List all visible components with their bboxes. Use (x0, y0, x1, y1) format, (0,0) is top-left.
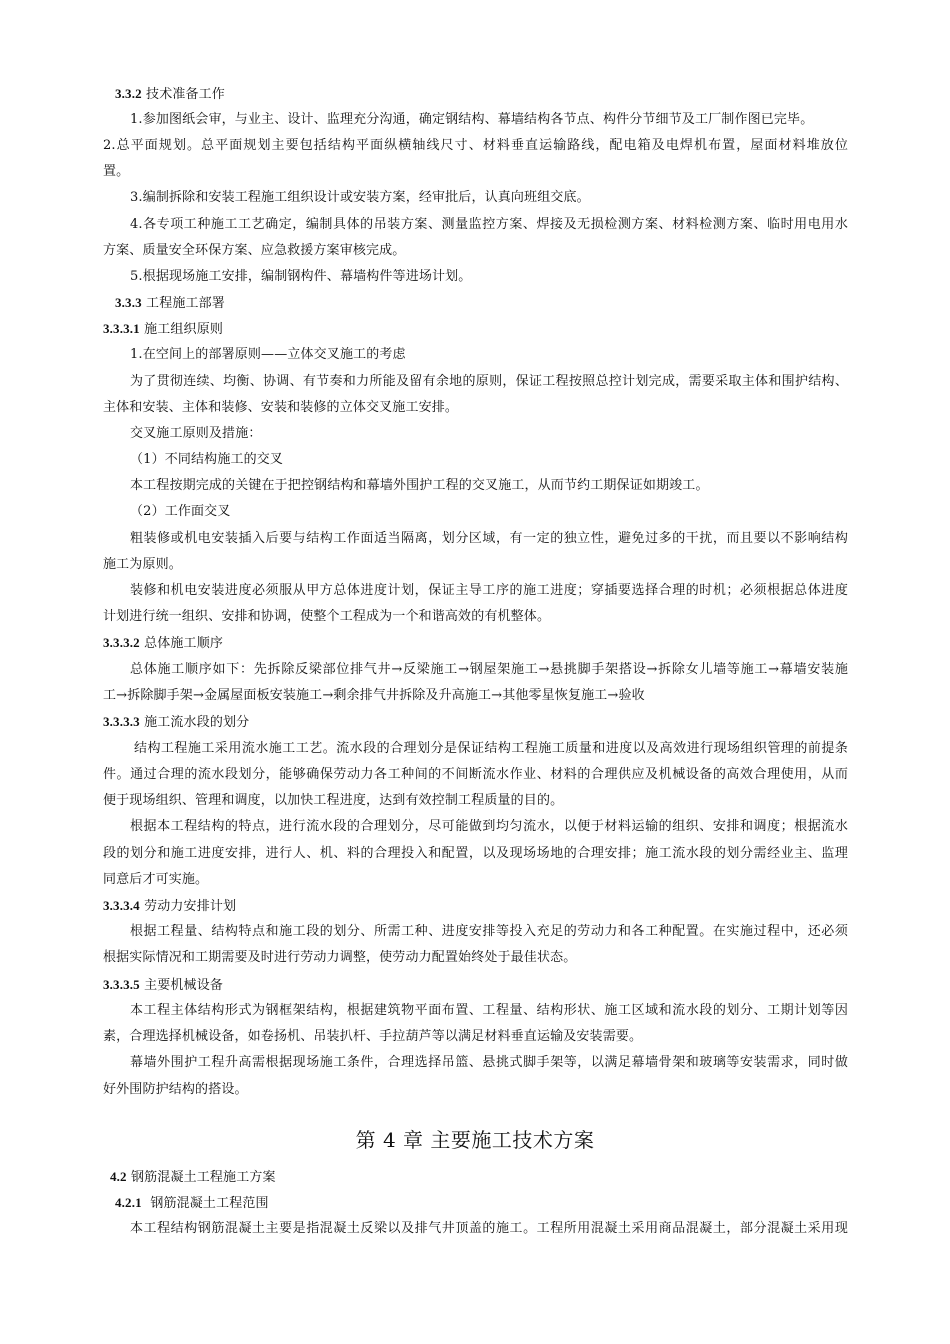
heading-3-3-3-2: 3.3.3.2 总体施工顺序 (103, 635, 224, 651)
paragraph-line: 段的划分和施工进度安排，进行人、机、料的合理投入和配置，以及现场场地的合理安排；施工流水段的划分需经业主、监理 (103, 846, 848, 861)
paragraph-line: 件。通过合理的流水段划分，能够确保劳动力各工种间的不间断流水作业、材料的合理供应及机械设备的高效合理使用，从而 (103, 767, 848, 782)
paragraph-line: 好外围防护结构的搭设。 (103, 1082, 248, 1097)
heading-3-3-3-1: 3.3.3.1 施工组织原则 (103, 321, 224, 337)
paragraph-line: 同意后才可实施。 (103, 872, 209, 887)
paragraph-line: 3.编制拆除和安装工程施工组织设计或安装方案，经审批后，认真向班组交底。 (130, 190, 590, 205)
paragraph-line: 总体施工顺序如下：先拆除反梁部位排气井→反梁施工→钢屋架施工→悬挑脚手架搭设→拆除女儿墙等施工→幕墙安装施 (130, 662, 848, 677)
paragraph-line: 计划进行统一组织、安排和协调，使整个工程成为一个和谐高效的有机整体。 (103, 609, 551, 624)
paragraph-line: 置。 (103, 164, 130, 179)
heading-3-3-3-3: 3.3.3.3 施工流水段的划分 (103, 714, 250, 730)
paragraph-line: 施工为原则。 (103, 557, 182, 572)
heading-4-2: 4.2 钢筋混凝土工程施工方案 (110, 1169, 276, 1185)
paragraph-line: 幕墙外围护工程升高需根据现场施工条件，合理选择吊篮、悬挑式脚手架等，以满足幕墙骨架和玻璃等安装需求，同时做 (130, 1055, 848, 1070)
paragraph-line: 4.各专项工种施工工艺确定，编制具体的吊装方案、测量监控方案、焊接及无损检测方案、材料检测方案、临时用电用水 (130, 217, 848, 232)
paragraph-line: 2.总平面规划。总平面规划主要包括结构平面纵横轴线尺寸、材料垂直运输路线，配电箱及电焊机布置，屋面材料堆放位 (103, 138, 848, 153)
paragraph-line: 本工程主体结构形式为钢框架结构，根据建筑物平面布置、工程量、结构形状、施工区域和流水段的划分、工期计划等因 (130, 1003, 848, 1018)
paragraph-line: 根据实际情况和工期需要及时进行劳动力调整，使劳动力配置始终处于最佳状态。 (103, 950, 577, 965)
paragraph-line: 结构工程施工采用流水施工工艺。流水段的合理划分是保证结构工程施工质量和进度以及高效进行现场组织管理的前提条 (134, 741, 848, 756)
paragraph-line: 交叉施工原则及措施： (130, 426, 262, 441)
paragraph-line: 5.根据现场施工安排，编制钢构件、幕墙构件等进场计划。 (130, 269, 472, 284)
chapter-title: 第 4 章 主要施工技术方案 (355, 1128, 595, 1152)
heading-3-3-2: 3.3.2 技术准备工作 (115, 86, 225, 102)
paragraph-line: 方案、质量安全环保方案、应急救援方案审核完成。 (103, 243, 406, 258)
paragraph-line: 根据本工程结构的特点，进行流水段的合理划分，尽可能做到均匀流水，以便于材料运输的组织、安排和调度；根据流水 (130, 819, 848, 834)
paragraph-line: （1）不同结构施工的交叉 (130, 452, 284, 467)
paragraph-line: 便于现场组织、管理和调度，以加快工程进度，达到有效控制工程质量的目的。 (103, 793, 564, 808)
paragraph-line: 1.参加图纸会审，与业主、设计、监理充分沟通，确定钢结构、幕墙结构各节点、构件分节细节及工厂制作图已完毕。 (130, 112, 814, 127)
paragraph-line: 工→拆除脚手架→金属屋面板安装施工→剩余排气井拆除及升高施工→其他零星恢复施工→验收 (103, 688, 645, 703)
paragraph-line: 装修和机电安装进度必须服从甲方总体进度计划，保证主导工序的施工进度；穿插要选择合理的时机；必须根据总体进度 (130, 583, 848, 598)
heading-3-3-3-5: 3.3.3.5 主要机械设备 (103, 977, 224, 993)
paragraph-line: 为了贯彻连续、均衡、协调、有节奏和力所能及留有余地的原则，保证工程按照总控计划完成，需要采取主体和围护结构、 (130, 374, 848, 389)
heading-4-2-1: 4.2.1 钢筋混凝土工程范围 (115, 1195, 269, 1211)
heading-3-3-3: 3.3.3 工程施工部署 (115, 295, 225, 311)
paragraph-line: 根据工程量、结构特点和施工段的划分、所需工种、进度安排等投入充足的劳动力和各工种配置。在实施过程中，还必须 (130, 924, 848, 939)
heading-3-3-3-4: 3.3.3.4 劳动力安排计划 (103, 898, 237, 914)
paragraph-line: （2）工作面交叉 (130, 504, 231, 519)
paragraph-line: 1.在空间上的部署原则——立体交叉施工的考虑 (130, 347, 406, 362)
paragraph-line: 粗装修或机电安装插入后要与结构工作面适当隔离，划分区域，有一定的独立性，避免过多的干扰，而且要以不影响结构 (130, 531, 848, 546)
paragraph-line: 本工程按期完成的关键在于把控钢结构和幕墙外围护工程的交叉施工，从而节约工期保证如期竣工。 (130, 478, 709, 493)
paragraph-line: 本工程结构钢筋混凝土主要是指混凝土反梁以及排气井顶盖的施工。工程所用混凝土采用商品混凝土，部分混凝土采用现 (130, 1221, 848, 1236)
paragraph-line: 素，合理选择机械设备，如卷扬机、吊装扒杆、手拉葫芦等以满足材料垂直运输及安装需要。 (103, 1029, 643, 1044)
paragraph-line: 主体和安装、主体和装修、安装和装修的立体交叉施工安排。 (103, 400, 459, 415)
